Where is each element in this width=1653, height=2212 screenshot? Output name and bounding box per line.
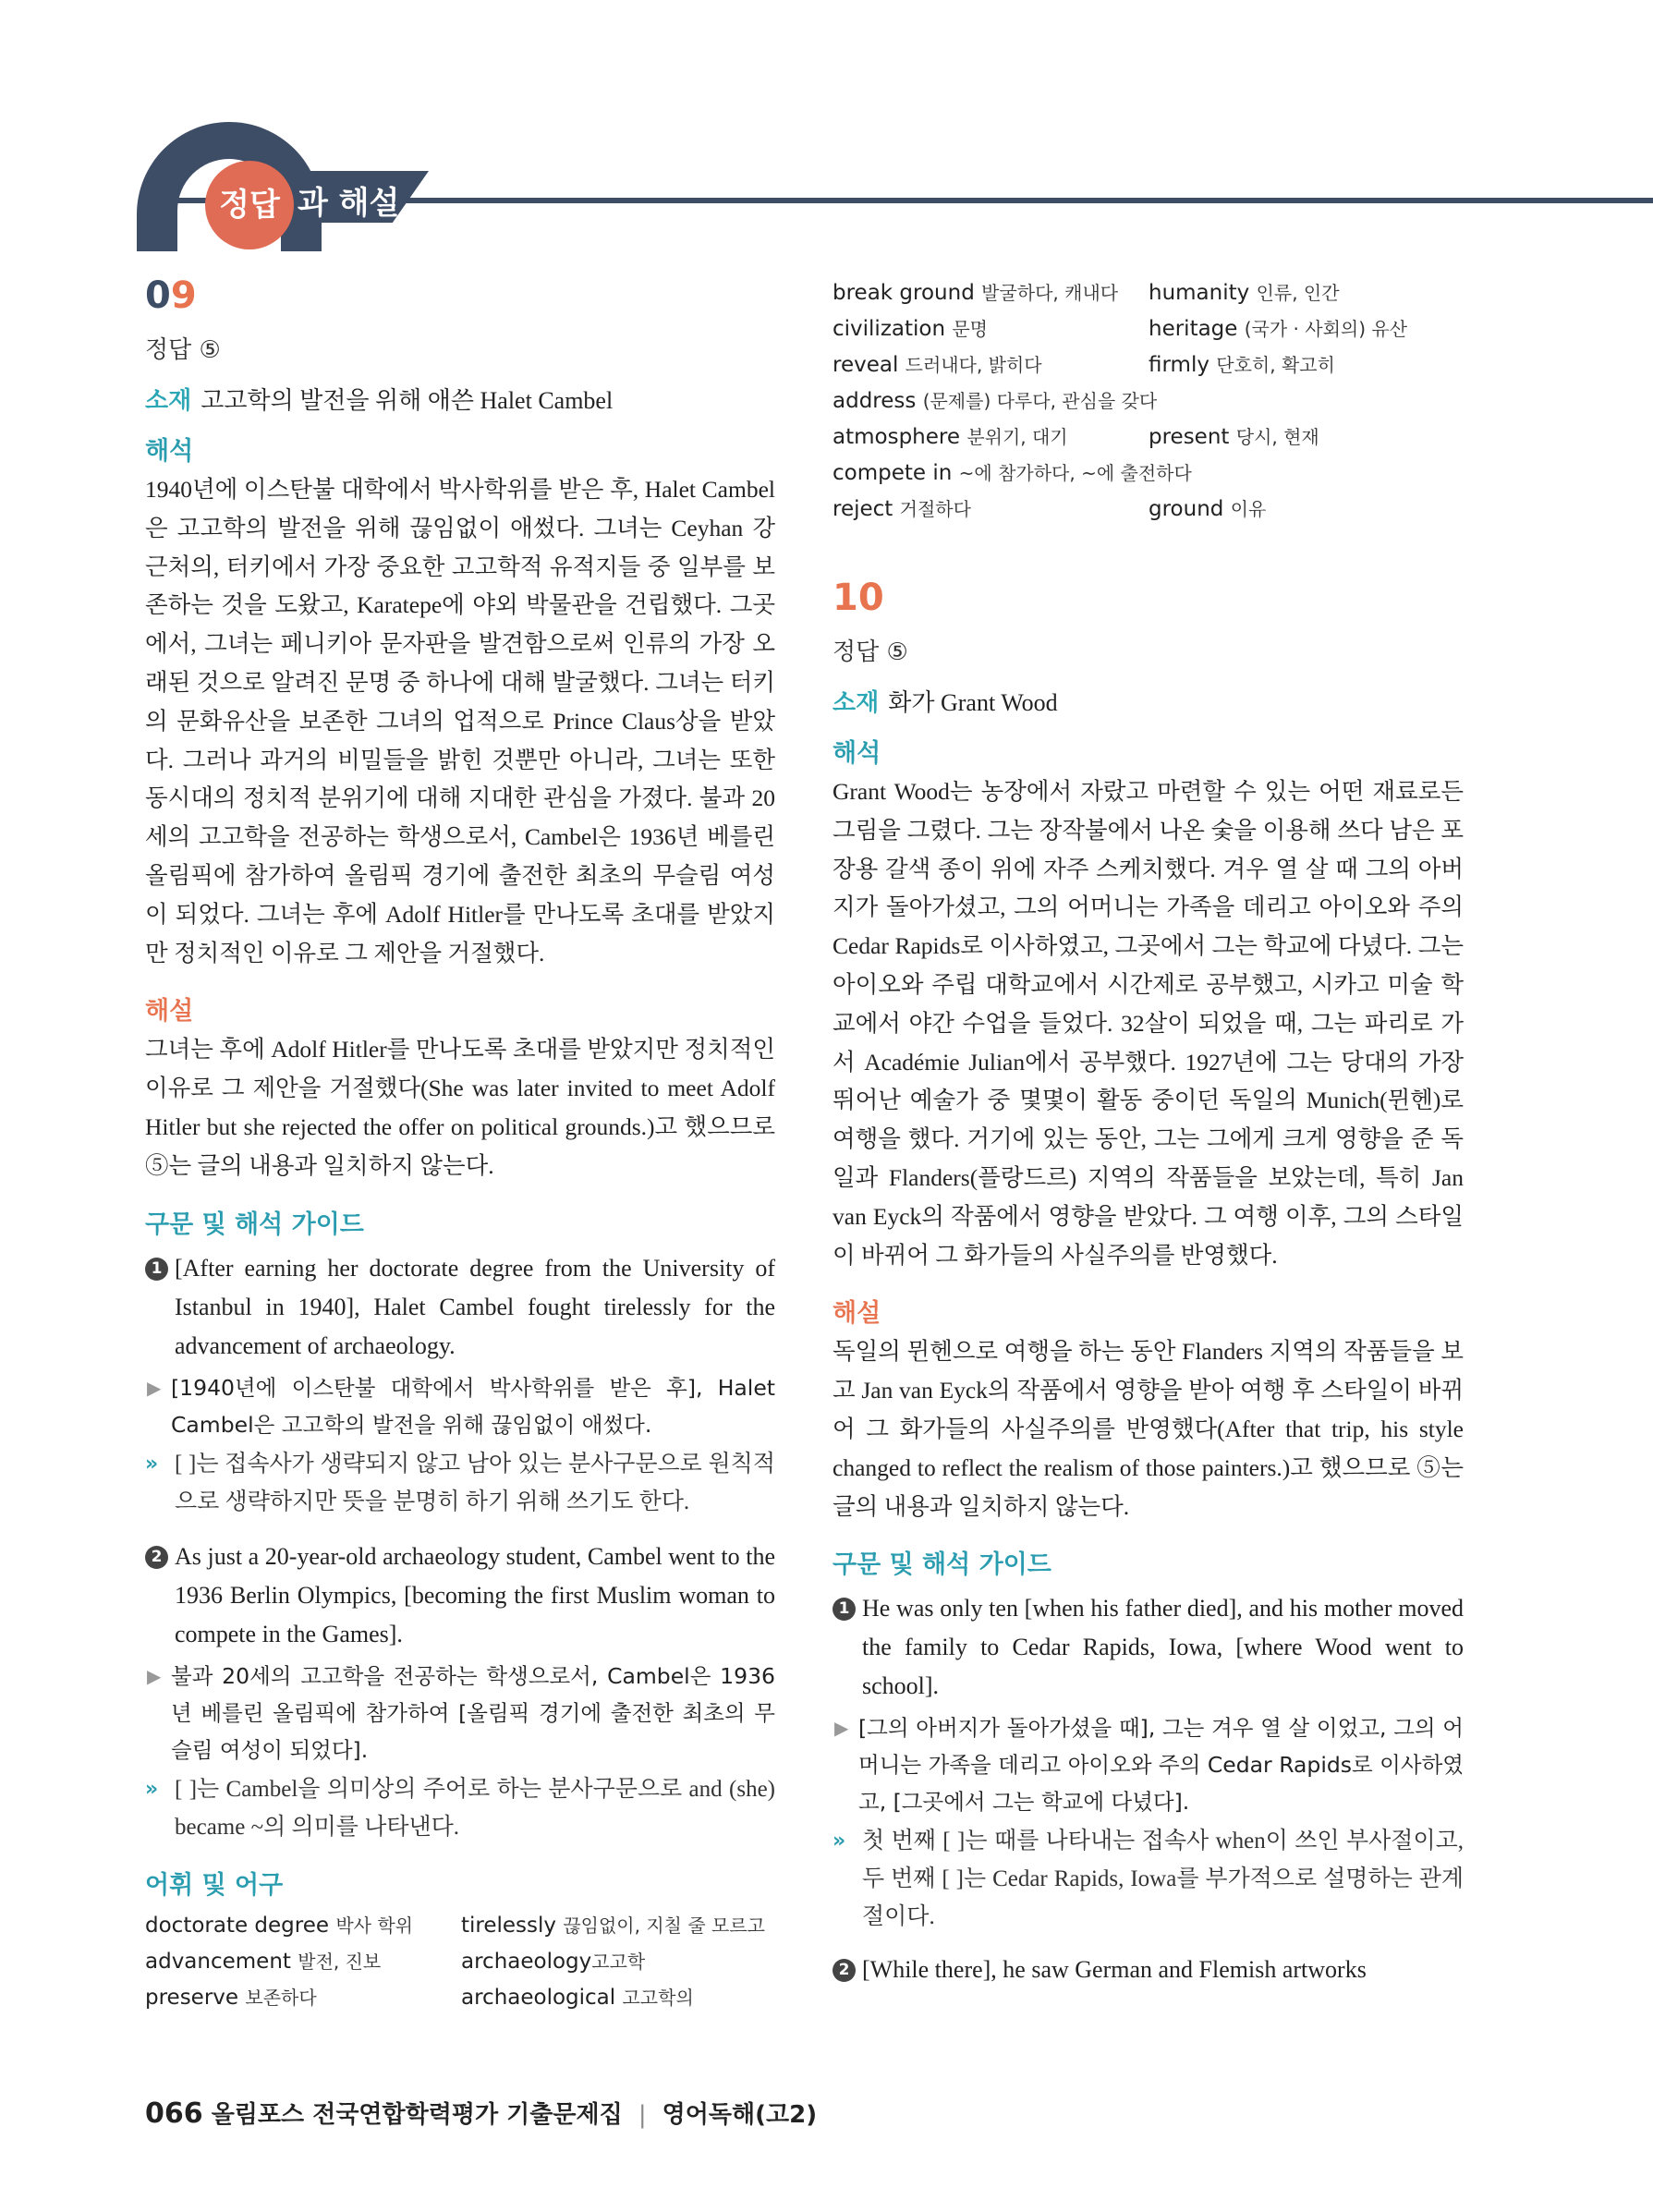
guide-item-2 [833,1951,1464,1989]
page-footer [145,2096,817,2130]
vocab-list-continued [833,275,1464,528]
guide-item-1 [145,1249,775,1366]
topic-text: 고고학의 발전을 위해 애쓴 Halet Cambel [201,387,614,414]
answer-10: 정답 ⑤ [833,638,908,666]
topic-10 [833,684,1464,718]
header-section-title: 과 해설 [298,185,400,222]
double-chevron-icon: » [145,1777,159,1801]
vocab-entry: heritage (국가 · 사회의) 유산 [1149,317,1408,341]
translation-heading-10: 해석 [833,739,881,768]
topic-label: 소재 [145,387,192,415]
explanation-10: 독일의 뮌헨으로 여행을 하는 동안 Flanders 지역의 작품들을 보고 Jan van Eyck의 작품에서 영향을 받아 여행 후 스타일이 바뀌어 그 화가들의 사실주의를 반영했다(After that trip, his style changed to reflect the realism of those painters.)고 했으므로 ⑤는 글의 내용과 일치하지 않는다. [833,1338,1464,1520]
vocab-entry: compete in ~에 참가하다, ~에 출전하다 [833,461,1192,485]
guide-translation [833,1709,1464,1820]
topic-label: 소재 [833,689,880,717]
triangle-bullet-icon: ▶ [834,1717,849,1740]
guide-item-2 [145,1537,775,1654]
question-number-09: 09 [145,274,197,317]
guide-sentence: As just a 20-year-old archaeology student, Cambel went to the 1936 Berlin Olympics, [becoming the first Muslim woman to compete in the Games]. [175,1542,775,1647]
vocab-entry: civilization 문명 [833,317,988,341]
vocab-entry: archaeological 고고학의 [461,1985,694,2010]
vocab-entry: atmosphere 분위기, 대기 [833,425,1068,449]
vocab-entry: ground 이유 [1149,497,1267,521]
book-title: 올림포스 전국연합학력평가 기출문제집 [211,2101,623,2129]
guide-sentence: [While there], he saw German and Flemish artworks [862,1956,1367,1984]
vocab-heading-09: 어휘 및 어구 [145,1870,284,1900]
explanation-heading-09: 해설 [145,997,194,1027]
vocab-entry: firmly 단호히, 확고히 [1149,353,1335,377]
guide-note-text: [ ]는 Cambel을 의미상의 주어로 하는 분사구문으로 and (she) became ~의 의미를 나타낸다. [175,1776,775,1840]
topic-09 [145,382,775,416]
page-number: 066 [145,2097,203,2130]
vocab-entry: doctorate degree 박사 학위 [145,1913,413,1938]
guide-note [833,1822,1464,1936]
guide-note-text: [ ]는 접속사가 생략되지 않고 남아 있는 분사구문으로 원칙적으로 생략하지만 뜻을 분명히 하기 위해 쓰기도 한다. [175,1451,775,1514]
double-chevron-icon: » [833,1829,846,1853]
vocab-entry: advancement 발전, 진보 [145,1949,382,1974]
explanation-heading-10: 해설 [833,1299,881,1329]
numbered-badge: 1 [833,1598,856,1621]
header-circle-label: 정답 [219,187,280,224]
vocab-entry: preserve 보존하다 [145,1985,317,2010]
vocab-entry: reject 거절하다 [833,497,971,521]
guide-note [145,1770,775,1846]
numbered-badge: 1 [145,1258,168,1281]
vocab-entry: reveal 드러내다, 밝히다 [833,353,1042,377]
vocab-entry: present 당시, 현재 [1149,425,1319,449]
book-subject: 영어독해(고2) [662,2101,818,2129]
translation-heading-09: 해석 [145,437,194,466]
right-column [833,275,1464,1989]
triangle-bullet-icon: ▶ [147,1664,162,1687]
left-column [145,274,775,2016]
footer-separator: | [638,2101,647,2129]
guide-heading-09: 구문 및 해석 가이드 [145,1209,364,1239]
guide-sentence: He was only ten [when his father died], and his mother moved the family to Cedar Rapids, Iowa, [where Wood went to school]. [862,1595,1464,1700]
vocab-entry: address (문제를) 다루다, 관심을 갖다 [833,389,1158,413]
guide-item-1 [833,1589,1464,1706]
guide-translation [145,1658,775,1768]
guide-translation [145,1369,775,1443]
answer-09: 정답 ⑤ [145,336,221,364]
triangle-bullet-icon: ▶ [147,1376,162,1399]
translation-09: 1940년에 이스탄불 대학에서 박사학위를 받은 후, Halet Cambel은 고고학의 발전을 위해 끊임없이 애썼다. 그녀는 Ceyhan 강 근처의, 터키에서 가장 중요한 고고학적 유적지들 중 일부를 보존하는 것을 도왔고, Karatepe에 야외 박물관을 건립했다. 그곳에서, 그녀는 페니키아 문자판을 발견함으로써 인류의 가장 오래된 것으로 알려진 문명 중 하나에 대해 발굴했다. 그녀는 터키의 문화유산을 보존한 그녀의 업적으로 Prince Claus상을 받았다. 그러나 과거의 비밀들을 밝힌 것뿐만 아니라, 그녀는 또한 동시대의 정치적 분위기에 대해 지대한 관심을 가졌다. 불과 20세의 고고학을 전공하는 학생으로서, Cambel은 1936년 베를린 올림픽에 참가하여 올림픽 경기에 출전한 최초의 무슬림 여성이 되었다. 그녀는 후에 Adolf Hitler를 만나도록 초대를 받았지만 정치적인 이유로 그 제안을 거절했다. [145,476,775,966]
numbered-badge: 2 [145,1546,168,1569]
vocab-entry: archaeology고고학 [461,1949,646,1974]
guide-sentence: [After earning her doctorate degree from the University of Istanbul in 1940], Halet Cambel fought tirelessly for the advancement of archaeology. [175,1254,775,1359]
guide-heading-10: 구문 및 해석 가이드 [833,1550,1051,1580]
guide-note-text: 첫 번째 [ ]는 때를 나타내는 접속사 when이 쓰인 부사절이고, 두 번째 [ ]는 Cedar Rapids, Iowa를 부가적으로 설명하는 관계절이다. [862,1829,1464,1930]
explanation-09: 그녀는 후에 Adolf Hitler를 만나도록 초대를 받았지만 정치적인 이유로 그 제안을 거절했다(She was later invited to meet Adolf Hitler but she rejected the offer on political grounds.)고 했으므로 ⑤는 글의 내용과 일치하지 않는다. [145,1036,775,1179]
numbered-badge: 2 [833,1959,856,1982]
guide-translation-text: 불과 20세의 고고학을 전공하는 학생으로서, Cambel은 1936년 베를린 올림픽에 참가하여 [올림픽 경기에 출전한 최초의 무슬림 여성이 되었다]. [171,1662,775,1763]
guide-translation-text: [1940년에 이스탄불 대학에서 박사학위를 받은 후], Halet Cambel은 고고학의 발전을 위해 끊임없이 애썼다. [171,1374,775,1438]
translation-10: Grant Wood는 농장에서 자랐고 마련할 수 있는 어떤 재료로든 그림을 그렸다. 그는 장작불에서 나온 숯을 이용해 쓰다 남은 포장용 갈색 종이 위에 자주 스케치했다. 겨우 열 살 때 그의 아버지가 돌아가셨고, 그의 어머니는 가족을 데리고 아이오와 주의 Cedar Rapids로 이사하였고, 그곳에서 그는 학교에 다녔다. 그는 아이오와 주립 대학교에서 시간제로 공부했고, 시카고 미술 학교에서 야간 수업을 들었다. 32살이 되었을 때, 그는 파리로 가서 Académie Julian에서 공부했다. 1927년에 그는 당대의 가장 뛰어난 예술가 중 몇몇이 활동 중이던 독일의 Munich(뮌헨)로 여행을 했다. 거기에 있는 동안, 그는 그에게 크게 영향을 준 독일과 Flanders(플랑드르) 지역의 작품들을 보았는데, 특히 Jan van Eyck의 작품에서 영향을 받았다. 그 여행 이후, 그의 스타일이 바뀌어 그 화가들의 사실주의를 반영했다. [833,778,1464,1269]
question-number-10: 10 [833,577,884,619]
vocab-entry: break ground 발굴하다, 캐내다 [833,281,1119,305]
double-chevron-icon: » [145,1452,159,1476]
topic-text: 화가 Grant Wood [888,689,1058,716]
vocab-entry: tirelessly 끊임없이, 지칠 줄 모르고 [461,1913,765,1938]
guide-note [145,1445,775,1521]
vocab-entry: humanity 인류, 인간 [1149,281,1340,305]
vocab-list [145,1908,775,2016]
guide-translation-text: [그의 아버지가 돌아가셨을 때], 그는 겨우 열 살 이었고, 그의 어머니는 가족을 데리고 아이오와 주의 Cedar Rapids로 이사하였고, [그곳에서 그는 학교에 다녔다]. [858,1715,1464,1816]
